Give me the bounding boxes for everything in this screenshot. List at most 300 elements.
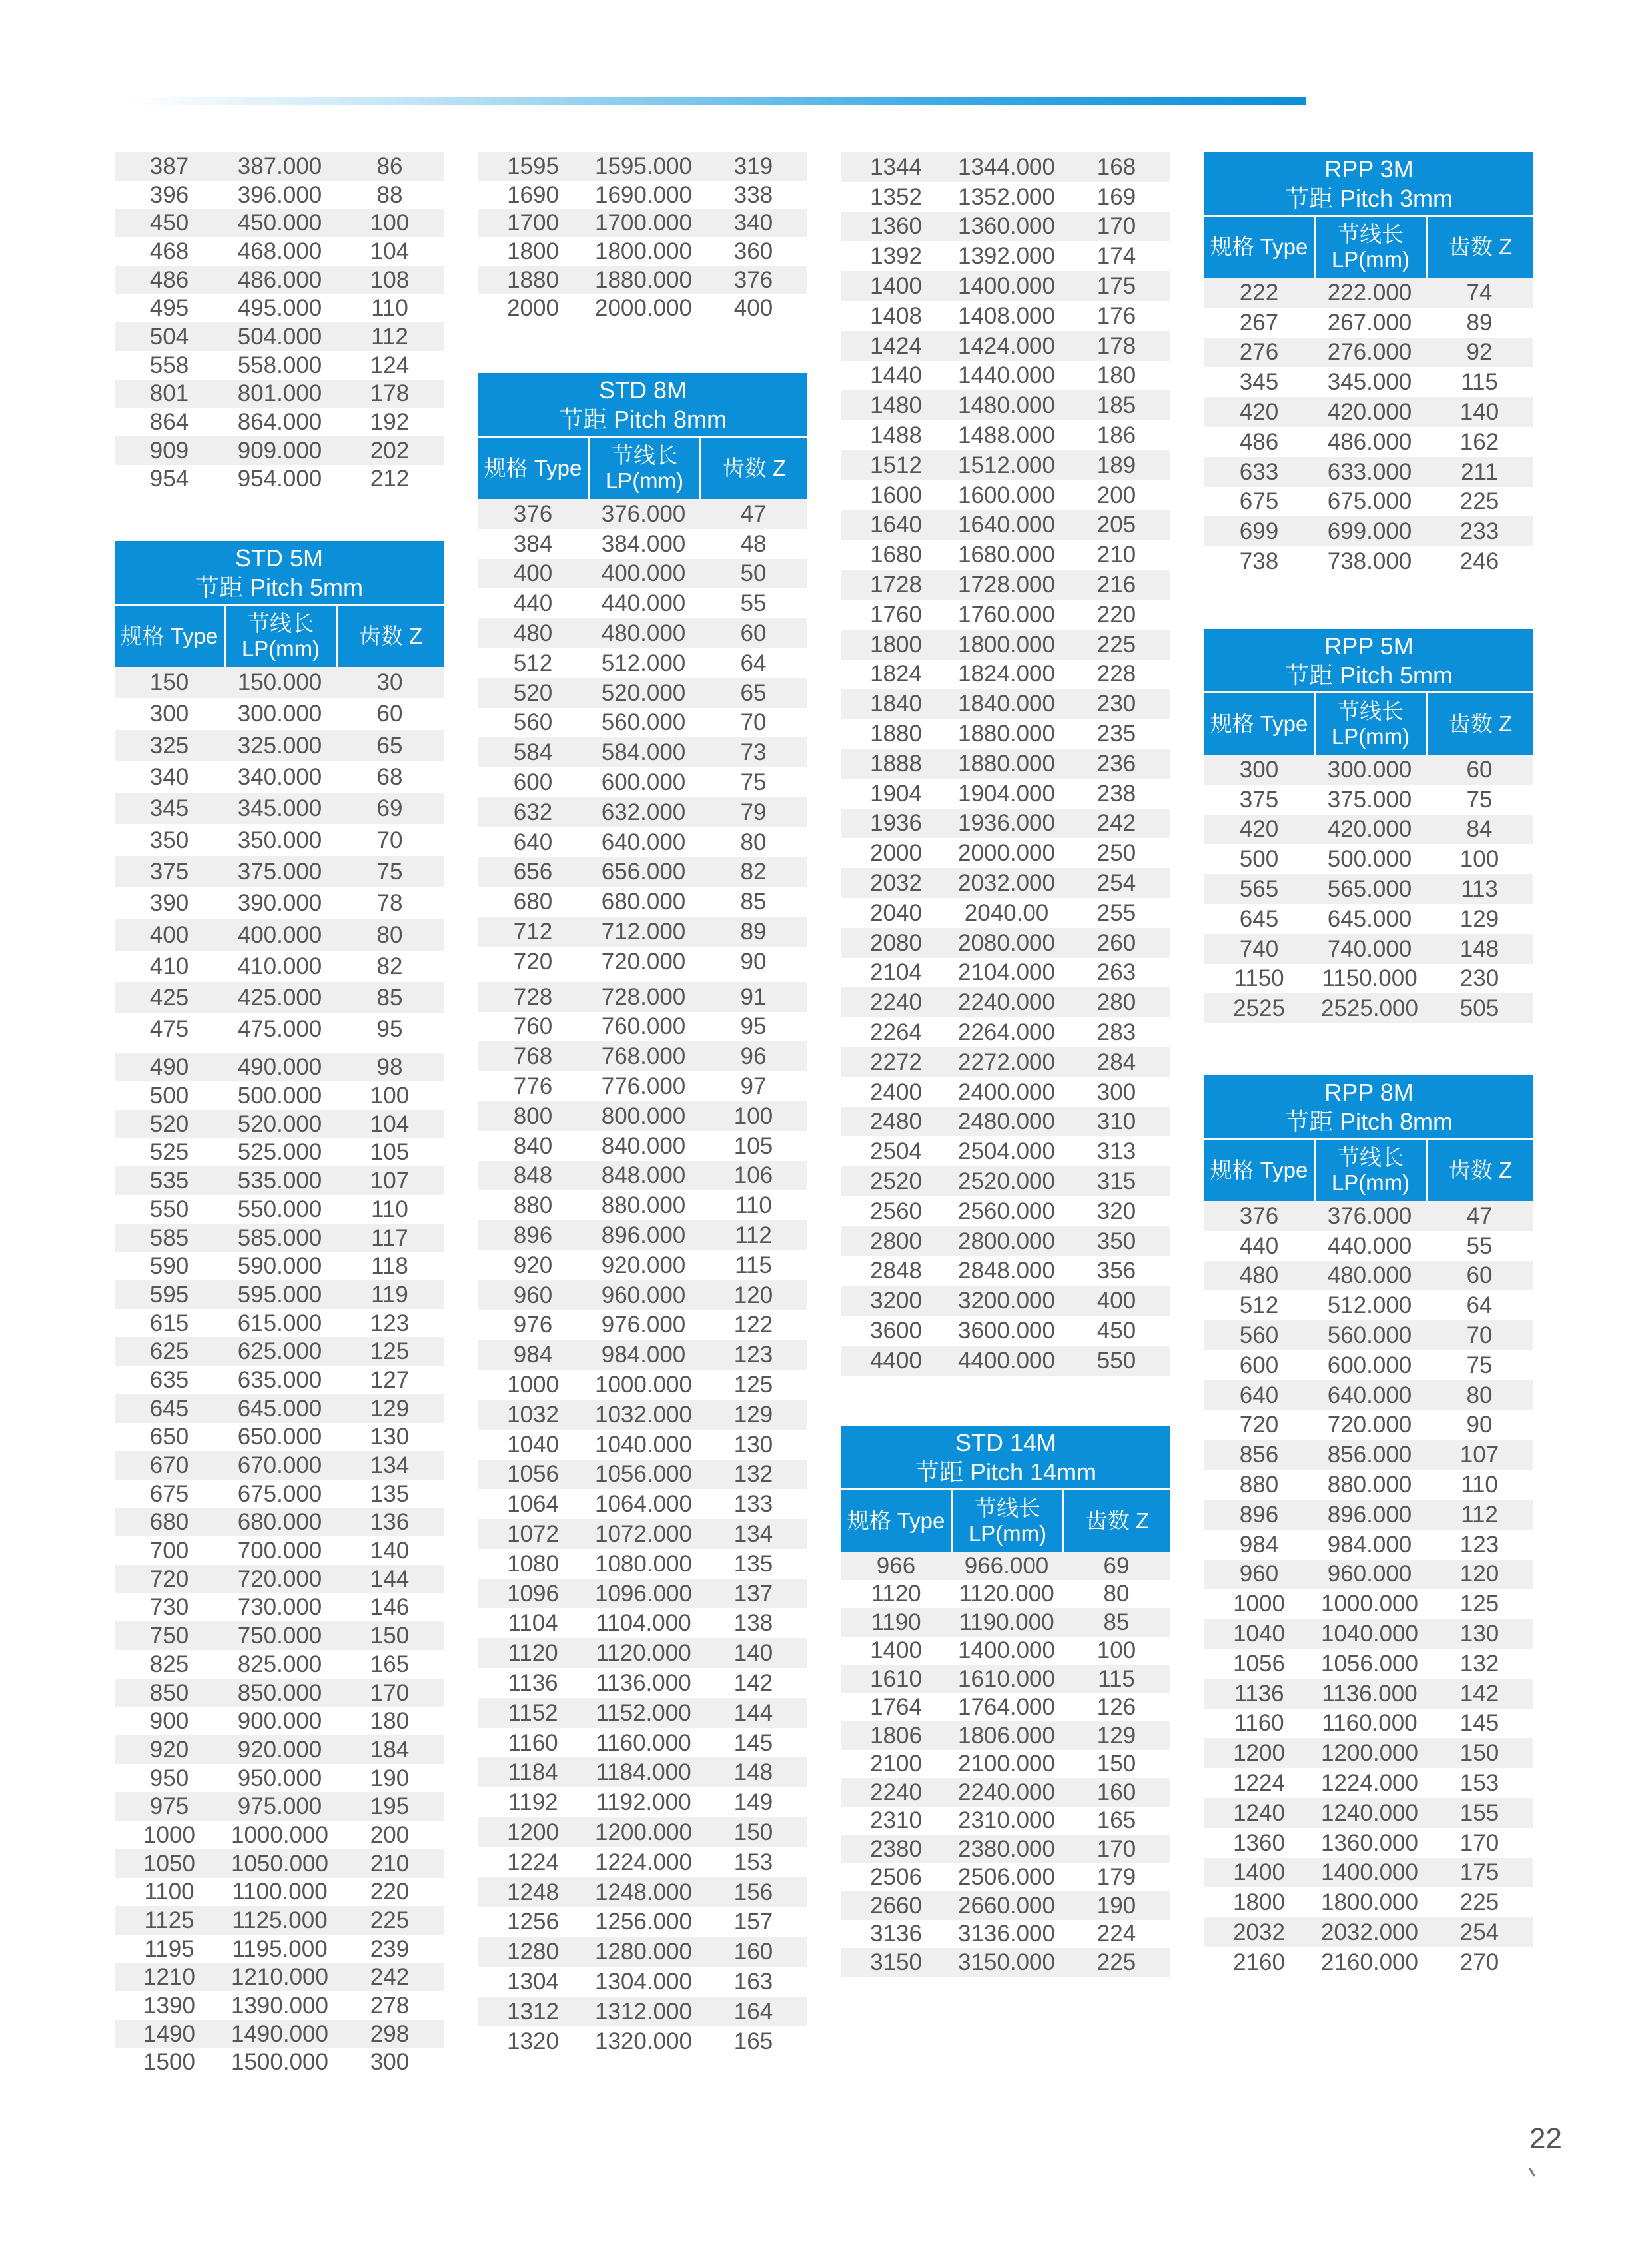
cell-z: 100 (336, 1081, 444, 1110)
table-row (841, 868, 1170, 898)
table-row (841, 1286, 1170, 1316)
cell-z: 115 (1062, 1665, 1170, 1693)
cell-type: 680 (115, 1508, 224, 1537)
cell-lp: 2800.000 (951, 1226, 1062, 1256)
table-title: STD 5M (234, 544, 323, 572)
std-14m-table (841, 1552, 1170, 1977)
cell-z: 142 (699, 1668, 807, 1698)
table-row (478, 767, 807, 797)
cell-z: 127 (336, 1366, 444, 1394)
cell-lp: 760.000 (588, 1012, 699, 1042)
table-row (478, 737, 807, 767)
cell-lp: 1304.000 (588, 1967, 699, 1997)
cell-lp: 1320.000 (588, 2026, 699, 2056)
cell-z: 186 (1062, 420, 1170, 450)
std-8m-section (478, 373, 807, 2056)
table-row (1204, 1231, 1533, 1261)
cell-type: 1390 (115, 1991, 224, 2020)
cell-z: 134 (699, 1519, 807, 1549)
cell-type: 2240 (841, 987, 951, 1017)
cell-z: 135 (699, 1549, 807, 1579)
table-row (841, 1226, 1170, 1256)
cell-z: 130 (1426, 1619, 1533, 1649)
cell-type: 1600 (841, 480, 951, 510)
cell-type: 2272 (841, 1047, 951, 1077)
col-lp-header (226, 606, 338, 667)
table-row (478, 529, 807, 559)
cell-type: 396 (115, 181, 224, 209)
table-row (841, 630, 1170, 660)
cell-lp: 222.000 (1314, 278, 1426, 308)
rpp-5m-section (1204, 629, 1533, 1023)
cell-lp: 615.000 (224, 1309, 336, 1338)
table-row (478, 648, 807, 678)
table-row (115, 237, 444, 266)
cell-type: 1120 (478, 1638, 588, 1668)
cell-type: 1190 (841, 1608, 951, 1637)
cell-lp: 600.000 (588, 767, 699, 797)
cell-lp: 1000.000 (1314, 1589, 1426, 1619)
cell-type: 728 (478, 982, 588, 1012)
table-row (115, 1166, 444, 1195)
cell-type: 1880 (478, 266, 588, 294)
table-row (115, 1878, 444, 1907)
table-row (841, 838, 1170, 868)
cell-lp: 632.000 (588, 797, 699, 827)
cell-z: 163 (699, 1967, 807, 1997)
cell-z: 92 (1426, 338, 1533, 368)
cell-type: 699 (1204, 516, 1314, 546)
table-row (115, 1935, 444, 1963)
cell-z: 133 (699, 1489, 807, 1519)
table-row (115, 2020, 444, 2048)
cell-type: 1150 (1204, 964, 1314, 994)
cell-z: 165 (1062, 1807, 1170, 1835)
table-row (841, 301, 1170, 331)
cell-z: 95 (336, 1013, 444, 1045)
table-row (115, 1423, 444, 1452)
table-row (478, 947, 807, 977)
cell-type: 800 (478, 1101, 588, 1131)
cell-z: 85 (336, 982, 444, 1013)
cell-type: 1032 (478, 1400, 588, 1430)
cell-lp: 966.000 (951, 1552, 1062, 1580)
cell-lp: 585.000 (224, 1224, 336, 1252)
col-lp-header (1316, 693, 1428, 755)
cell-z: 280 (1062, 987, 1170, 1017)
cell-type: 450 (115, 209, 224, 237)
table-row (478, 1370, 807, 1400)
cell-type: 2525 (1204, 993, 1314, 1023)
table-row (478, 1101, 807, 1131)
cell-lp: 1600.000 (951, 480, 1062, 510)
cell-z: 105 (336, 1138, 444, 1167)
cell-lp: 1152.000 (588, 1698, 699, 1728)
cell-z: 100 (336, 209, 444, 237)
table-row (478, 1310, 807, 1340)
cell-lp: 375.000 (224, 856, 336, 887)
cell-type: 738 (1204, 546, 1314, 576)
table-row (1204, 1320, 1533, 1350)
cell-z: 149 (699, 1787, 807, 1817)
table-row (115, 1224, 444, 1252)
cell-type: 1000 (1204, 1589, 1314, 1619)
cell-type: 1936 (841, 809, 951, 839)
cell-lp: 560.000 (588, 708, 699, 738)
table-subtitle: 节距 Pitch 8mm (558, 406, 727, 433)
cell-lp: 1104.000 (588, 1608, 699, 1638)
cell-z: 75 (1426, 785, 1533, 815)
cell-type: 1400 (841, 271, 951, 301)
table-row (478, 1668, 807, 1698)
cell-type: 590 (115, 1252, 224, 1280)
table-row (1204, 457, 1533, 487)
cell-type: 645 (115, 1394, 224, 1423)
cell-z: 119 (336, 1280, 444, 1309)
cell-type: 595 (115, 1280, 224, 1309)
table-row (1204, 934, 1533, 964)
table-row (478, 2026, 807, 2056)
table-subtitle: 节距 Pitch 3mm (1284, 185, 1453, 212)
cell-z: 110 (699, 1190, 807, 1220)
table-row (1204, 1917, 1533, 1947)
cell-z: 242 (1062, 809, 1170, 839)
cell-lp: 1392.000 (951, 241, 1062, 271)
cell-z: 263 (1062, 958, 1170, 988)
cell-lp: 960.000 (588, 1280, 699, 1310)
cell-type: 1312 (478, 1997, 588, 2026)
table-row (1204, 1201, 1533, 1231)
table-title: STD 8M (598, 376, 687, 404)
cell-z: 69 (1062, 1552, 1170, 1580)
cell-lp: 900.000 (224, 1707, 336, 1735)
table-row (478, 1519, 807, 1549)
cell-z: 150 (1062, 1750, 1170, 1779)
rpp-3m-section (1204, 152, 1533, 576)
cell-type: 3600 (841, 1316, 951, 1346)
cell-type: 525 (115, 1138, 224, 1167)
cell-z: 78 (336, 887, 444, 919)
cell-lp: 720.000 (1314, 1410, 1426, 1440)
table-row (1204, 815, 1533, 845)
cell-lp: 584.000 (588, 737, 699, 767)
cell-z: 112 (699, 1220, 807, 1250)
cell-lp: 325.000 (224, 730, 336, 761)
cell-type: 1824 (841, 660, 951, 689)
cell-z: 250 (1062, 838, 1170, 868)
cell-lp: 480.000 (1314, 1261, 1426, 1291)
cell-type: 325 (115, 730, 224, 761)
cell-type: 1120 (841, 1580, 951, 1609)
cell-z: 123 (1426, 1530, 1533, 1560)
cell-z: 145 (1426, 1709, 1533, 1739)
table-row (478, 237, 807, 266)
cell-type: 975 (115, 1792, 224, 1821)
cell-lp: 680.000 (588, 887, 699, 917)
cell-z: 140 (336, 1536, 444, 1565)
cell-z: 69 (336, 793, 444, 824)
cell-z: 82 (336, 951, 444, 982)
cell-z: 144 (699, 1698, 807, 1728)
cell-lp: 950.000 (224, 1764, 336, 1793)
cell-lp: 376.000 (1314, 1201, 1426, 1231)
cell-type: 1210 (115, 1963, 224, 1992)
cell-z: 400 (699, 294, 807, 322)
cell-z: 400 (1062, 1286, 1170, 1316)
cell-lp: 1000.000 (588, 1370, 699, 1400)
cell-z: 110 (336, 1195, 444, 1224)
cell-type: 1056 (1204, 1649, 1314, 1679)
cell-lp: 1408.000 (951, 301, 1062, 331)
cell-z: 129 (336, 1394, 444, 1423)
table-row (841, 719, 1170, 749)
column-headers (1204, 691, 1533, 755)
cell-type: 1200 (478, 1817, 588, 1847)
cell-type: 1690 (478, 181, 588, 209)
cell-type: 2080 (841, 928, 951, 958)
cell-type: 640 (478, 827, 588, 857)
col-z-header: 齿数 Z (1448, 711, 1513, 736)
cell-lp: 625.000 (224, 1337, 336, 1366)
cell-type: 350 (115, 824, 224, 855)
cell-type: 1184 (478, 1757, 588, 1787)
table-row (478, 1071, 807, 1101)
cell-lp: 2032.000 (1314, 1917, 1426, 1947)
cell-lp: 1680.000 (951, 540, 1062, 570)
cell-lp: 400.000 (224, 919, 336, 950)
table-row (115, 1536, 444, 1565)
table-row (1204, 1500, 1533, 1530)
cell-z: 153 (699, 1847, 807, 1877)
cell-type: 520 (478, 678, 588, 708)
cell-lp: 2264.000 (951, 1017, 1062, 1047)
cell-lp: 2160.000 (1314, 1947, 1426, 1977)
cell-z: 284 (1062, 1047, 1170, 1077)
table-row (841, 1017, 1170, 1047)
cell-z: 84 (1426, 815, 1533, 845)
cell-lp: 728.000 (588, 982, 699, 1012)
cell-z: 105 (699, 1131, 807, 1161)
column-headers (1204, 215, 1533, 278)
table-row (115, 761, 444, 793)
cell-lp: 2032.000 (951, 868, 1062, 898)
table-title: RPP 5M (1324, 632, 1414, 660)
cell-lp: 150.000 (224, 667, 336, 698)
cell-lp: 909.000 (224, 436, 336, 465)
cell-z: 118 (336, 1252, 444, 1280)
cell-z: 112 (336, 322, 444, 351)
cell-z: 126 (1062, 1693, 1170, 1722)
cell-z: 550 (1062, 1346, 1170, 1376)
cell-lp: 2848.000 (951, 1256, 1062, 1286)
cell-type: 1320 (478, 2026, 588, 2056)
cell-z: 310 (1062, 1107, 1170, 1137)
cell-type: 500 (115, 1081, 224, 1110)
cell-z: 125 (1426, 1589, 1533, 1619)
cell-lp: 1190.000 (951, 1608, 1062, 1637)
cell-lp: 1806.000 (951, 1721, 1062, 1750)
col-lp-header (953, 1490, 1064, 1552)
cell-z: 104 (336, 1110, 444, 1138)
std-8m-table (478, 499, 807, 977)
table-row (841, 480, 1170, 510)
cell-z: 129 (1426, 904, 1533, 934)
lp-line2: LP(mm) (1331, 247, 1410, 272)
cell-lp: 1764.000 (951, 1693, 1062, 1722)
cell-type: 880 (1204, 1470, 1314, 1500)
cell-lp: 1256.000 (588, 1907, 699, 1937)
table-row (841, 152, 1170, 182)
cell-lp: 730.000 (224, 1593, 336, 1622)
cell-lp: 1120.000 (951, 1580, 1062, 1609)
cell-z: 100 (1426, 844, 1533, 874)
cell-type: 1224 (478, 1847, 588, 1877)
cell-lp: 1610.000 (951, 1665, 1062, 1693)
cell-lp: 400.000 (588, 559, 699, 589)
table-row (115, 856, 444, 887)
cell-type: 615 (115, 1309, 224, 1338)
cell-lp: 800.000 (588, 1101, 699, 1131)
cell-z: 135 (336, 1480, 444, 1508)
table-b (478, 152, 807, 322)
cell-lp: 896.000 (1314, 1500, 1426, 1530)
cell-type: 2506 (841, 1863, 951, 1892)
table-row (478, 1757, 807, 1787)
cell-type: 420 (1204, 815, 1314, 845)
col-type-header: 规格 Type (1204, 1140, 1316, 1201)
table-row (478, 209, 807, 237)
table-row (478, 678, 807, 708)
cell-type: 2040 (841, 898, 951, 928)
cell-type: 1480 (841, 390, 951, 420)
cell-lp: 1904.000 (951, 779, 1062, 809)
lp-line2: LP(mm) (968, 1521, 1047, 1546)
cell-z: 75 (699, 767, 807, 797)
cell-z: 239 (336, 1935, 444, 1963)
table-subtitle: 节距 Pitch 5mm (1284, 662, 1453, 689)
cell-lp: 1595.000 (588, 152, 699, 181)
cell-type: 1400 (841, 1637, 951, 1665)
table-row (841, 570, 1170, 600)
cell-z: 50 (699, 559, 807, 589)
table-row (478, 1340, 807, 1370)
cell-lp: 1200.000 (1314, 1738, 1426, 1768)
cell-type: 720 (478, 947, 588, 977)
table-row (841, 898, 1170, 928)
table-row (478, 266, 807, 294)
table-row (115, 1707, 444, 1735)
column-headers (1204, 1138, 1533, 1201)
cell-z: 233 (1426, 516, 1533, 546)
cell-lp: 512.000 (588, 648, 699, 678)
cell-lp: 520.000 (588, 678, 699, 708)
cell-lp: 425.000 (224, 982, 336, 1013)
table-row (1204, 1947, 1533, 1977)
corner-mark (1529, 2165, 1540, 2177)
cell-z: 73 (699, 737, 807, 767)
cell-z: 89 (699, 917, 807, 947)
table-row (115, 380, 444, 408)
cell-z: 86 (336, 152, 444, 181)
cell-z: 95 (699, 1012, 807, 1042)
table-row (478, 618, 807, 648)
table-row (841, 361, 1170, 391)
cell-z: 136 (336, 1508, 444, 1537)
cell-type: 1256 (478, 1907, 588, 1937)
cell-type: 896 (1204, 1500, 1314, 1530)
table-subtitle: 节距 Pitch 5mm (195, 574, 364, 601)
cell-z: 176 (1062, 301, 1170, 331)
cell-lp: 1480.000 (951, 390, 1062, 420)
cell-lp: 675.000 (224, 1480, 336, 1508)
cell-lp: 1700.000 (588, 209, 699, 237)
table-row (478, 1041, 807, 1071)
cell-type: 480 (478, 618, 588, 648)
cell-z: 320 (1062, 1196, 1170, 1226)
cell-z: 254 (1062, 868, 1170, 898)
cell-z: 170 (336, 1679, 444, 1707)
cell-type: 730 (115, 1593, 224, 1622)
cell-lp: 680.000 (224, 1508, 336, 1537)
cell-type: 856 (1204, 1440, 1314, 1470)
cell-z: 65 (699, 678, 807, 708)
table-row (478, 1937, 807, 1967)
table-row (478, 1250, 807, 1280)
table-row (841, 1891, 1170, 1920)
cell-type: 2400 (841, 1077, 951, 1107)
cell-lp: 2400.000 (951, 1077, 1062, 1107)
cell-z: 80 (1062, 1580, 1170, 1609)
cell-z: 144 (336, 1565, 444, 1593)
cell-type: 276 (1204, 338, 1314, 368)
cell-type: 2480 (841, 1107, 951, 1137)
cell-z: 142 (1426, 1679, 1533, 1709)
cell-type: 1760 (841, 600, 951, 630)
cell-lp: 2240.000 (951, 1778, 1062, 1807)
cell-lp: 4400.000 (951, 1346, 1062, 1376)
cell-lp: 1360.000 (951, 212, 1062, 242)
cell-z: 137 (699, 1579, 807, 1609)
cell-z: 225 (1062, 630, 1170, 660)
std-14m-header (841, 1426, 1170, 1488)
cell-lp: 345.000 (224, 793, 336, 824)
cell-type: 376 (478, 499, 588, 529)
cell-type: 1100 (115, 1878, 224, 1907)
table-row (115, 209, 444, 237)
lp-line1: 节线长 (975, 1496, 1040, 1520)
cell-type: 1000 (115, 1821, 224, 1849)
table-row (115, 2048, 444, 2077)
cell-z: 165 (336, 1650, 444, 1679)
cell-z: 190 (1062, 1891, 1170, 1920)
cell-lp: 2040.00 (951, 898, 1062, 928)
cell-type: 512 (1204, 1290, 1314, 1320)
table-row (478, 857, 807, 887)
cell-z: 155 (1426, 1798, 1533, 1828)
table-row (478, 1280, 807, 1310)
table-row (841, 1077, 1170, 1107)
cell-lp: 1400.000 (1314, 1858, 1426, 1888)
table-row (841, 987, 1170, 1017)
cell-type: 384 (478, 529, 588, 559)
table-row (841, 540, 1170, 570)
cell-type: 1344 (841, 152, 951, 182)
table-row (115, 1906, 444, 1935)
cell-type: 1160 (478, 1728, 588, 1758)
table-row (841, 1721, 1170, 1750)
cell-z: 138 (699, 1608, 807, 1638)
cell-type: 345 (1204, 367, 1314, 397)
